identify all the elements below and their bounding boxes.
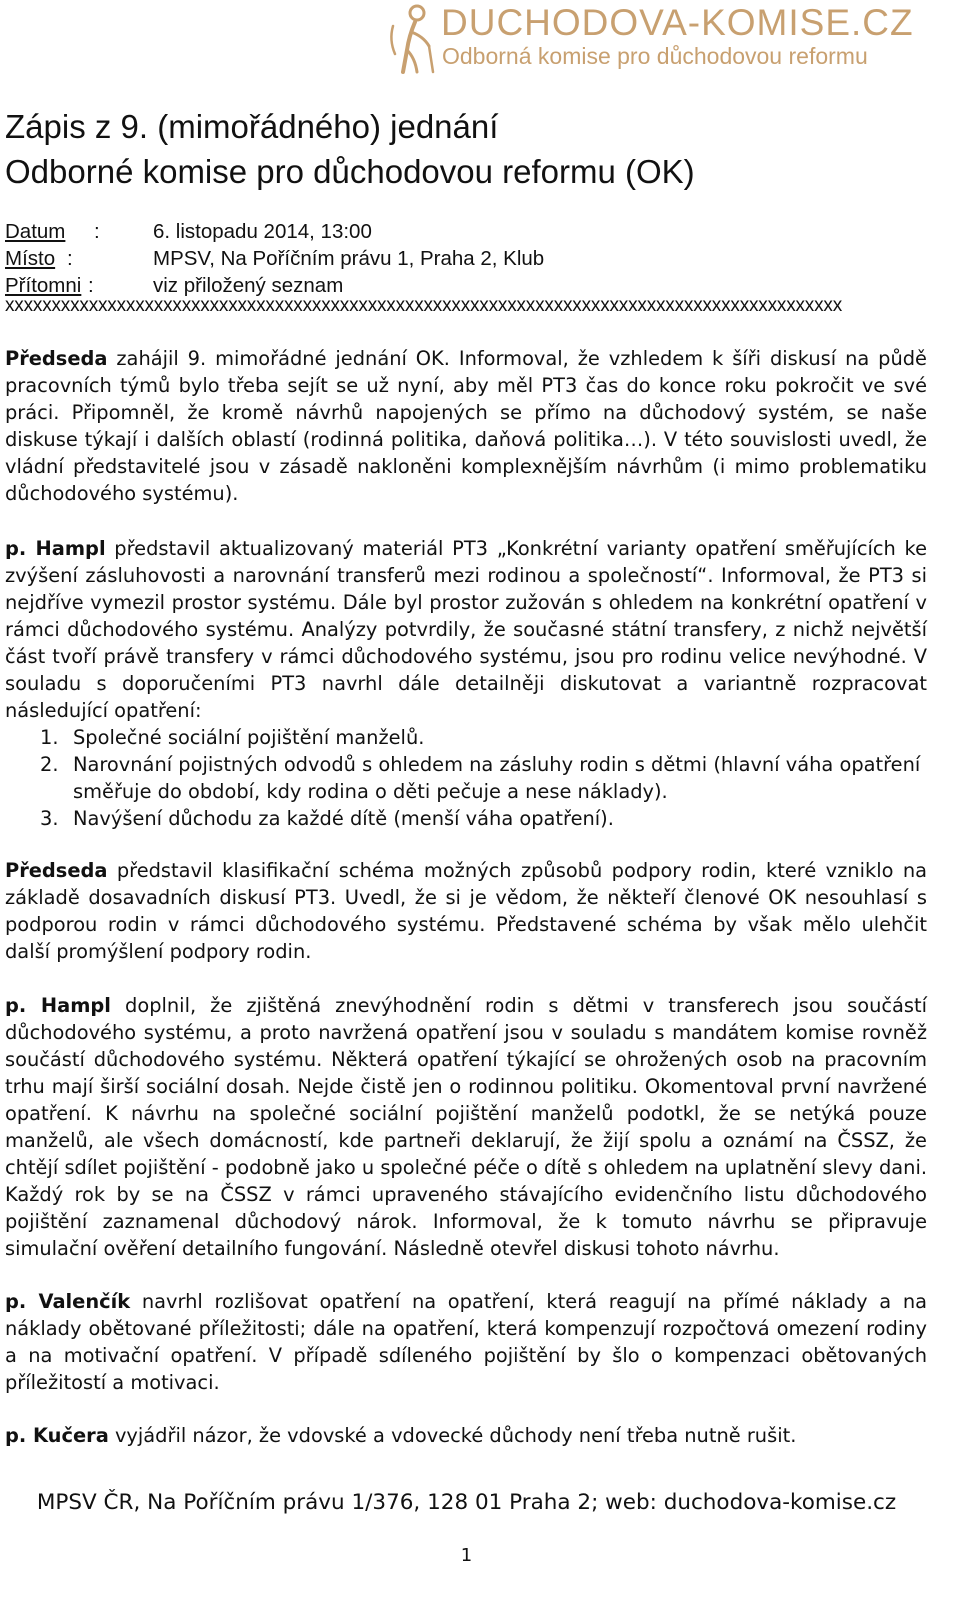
paragraph-hampl-addition [5, 992, 927, 1262]
document-title [5, 104, 695, 194]
logo-subtitle: Odborná komise pro důchodovou reformu [442, 43, 868, 69]
meta-place-value: MPSV, Na Poříčním právu 1, Praha 2, Klub [153, 247, 545, 270]
meta-present-row: Přítomni : viz přiložený seznam [5, 274, 344, 297]
footer-address: MPSV ČR, Na Poříčním právu 1/376, 128 01 Praha 2; web: duchodova-komise.cz [36, 1490, 897, 1515]
paragraph-text: zahájil 9. mimořádné jednání OK. Informoval, že vzhledem k šíři diskusí na půdě pracovních týmů bylo třeba sejít se už nyní, aby měl PT3 čas do konce roku pokročit ve své práci. Připomněl, že kromě návrhů napojených se přímo na důchodový systém, se naše diskuse týkají i dalších oblastí (rodinná politika, daňová politika…). V této souvislosti uvedl, že vládní představitelé jsou v zásadě nakloněni komplexnějším návrhům (i mimo problematiku důchodového systému). [5, 347, 927, 505]
measures-list [40, 724, 927, 832]
header-logo [385, 2, 957, 74]
paragraph-text: navrhl rozlišovat opatření na opatření, která reagují na přímé náklady a na náklady obětované příležitosti; dále na opatření, která kompenzují rozpočtová omezení rodiny a na motivační opatření. V případě sdíleného pojištění by šlo o kompenzaci obětovaných příležitostí a motivaci. [5, 1290, 927, 1394]
logo-title: DUCHODOVA-KOMISE.CZ [441, 2, 914, 43]
meta-place-label: Místo [5, 247, 56, 270]
paragraph-chair-schema [5, 857, 927, 965]
speaker-name: Předseda [5, 859, 108, 882]
page-number: 1 [460, 1545, 473, 1566]
meta-date-value: 6. listopadu 2014, 13:00 [153, 220, 372, 243]
paragraph-text: představil klasifikační schéma možných způsobů podpory rodin, které vzniklo na základě dosavadních diskusí PT3. Uvedl, že si je vědom, že někteří členové OK nesouhlasí s podporou rodin v rámci důchodového systému. Představené schéma by však mělo ulehčit další promýšlení podpory rodin. [5, 859, 927, 963]
meeting-meta [5, 218, 544, 299]
speaker-name: p. Kučera [5, 1424, 109, 1447]
meta-place-row: Místo : MPSV, Na Poříčním právu 1, Praha 2, Klub [5, 247, 545, 270]
meta-date-label: Datum [5, 220, 66, 243]
separator-line: xxxxxxxxxxxxxxxxxxxxxxxxxxxxxxxxxxxxxxxxxxxxxxxxxxxxxxxxxxxxxxxxxxxxxxxxxxxxxxxxxxxxxxxxxx [5, 295, 843, 316]
paragraph-valencik [5, 1288, 927, 1396]
paragraph-text: představil aktualizovaný materiál PT3 „Konkrétní varianty opatření směřujících ke zvýšení zásluhovosti a narovnání transferů mezi rodinou a společností“. Informoval, že PT3 si nejdříve vymezil prostor systému. Dále byl prostor zužován s ohledem na konkrétní opatření v rámci důchodového systému. Analýzy potvrdily, že současné státní transfery, z nichž největší část tvoří právě transfery v rámci důchodového systému, jsou pro rodinu velice nevýhodné. V souladu s doporučeními PT3 navrhl dále detailněji diskutovat a variantně rozpracovat následující opatření: [5, 537, 927, 722]
meta-present-label: Přítomni [5, 274, 82, 297]
paragraph-text: doplnil, že zjištěná znevýhodnění rodin s dětmi v transferech jsou součástí důchodového systému, a proto navržená opatření jsou v souladu s mandátem komise rovněž součástí důchodového systému. Některá opatření týkající se ohrožených osob na pracovním trhu mají širší sociální dosah. Nejde čistě jen o rodinnou politiku. Okomentoval první navržené opatření. K návrhu na společné sociální pojištění manželů podotkl, že se netýká pouze manželů, ale všech domácností, kde partneři deklarují, že žijí spolu a oznámí na ČSSZ, že chtějí sdílet pojištění - podobně jako u společné péče o dítě s ohledem na uplatnění slevy dani. Každý rok by se na ČSSZ v rámci upraveného stávajícího evidenčního listu důchodového pojištění zaznamenal důchodový nárok. Informoval, že k tomuto návrhu se připravuje simulační ověření detailního fungování. Následně otevřel diskusi tohoto návrhu. [5, 994, 927, 1260]
meta-date-row: Datum : 6. listopadu 2014, 13:00 [5, 220, 372, 243]
paragraph-chair-opening [5, 345, 927, 507]
paragraph-kucera [5, 1422, 927, 1449]
list-item: 2. Narovnání pojistných odvodů s ohledem na zásluhy rodin s dětmi (hlavní váha opatření směřuje do období, kdy rodina o děti pečuje a nese náklady). [40, 753, 921, 803]
speaker-name: Předseda [5, 347, 108, 370]
speaker-name: p. Hampl [5, 994, 111, 1017]
logo-figure-icon [385, 2, 439, 74]
paragraph-text: vyjádřil názor, že vdovské a vdovecké důchody není třeba nutně rušit. [108, 1424, 797, 1447]
title-line-2: Odborné komise pro důchodovou reformu (OK) [5, 153, 695, 190]
paragraph-hampl-material [5, 535, 927, 724]
speaker-name: p. Valenčík [5, 1290, 131, 1313]
title-line-1: Zápis z 9. (mimořádného) jednání [5, 108, 499, 145]
list-item: 1. Společné sociální pojištění manželů. [40, 726, 425, 749]
list-item: 3. Navýšení důchodu za každé dítě (menší váha opatření). [40, 807, 614, 830]
speaker-name: p. Hampl [5, 537, 106, 560]
meta-present-value: viz přiložený seznam [153, 274, 344, 297]
